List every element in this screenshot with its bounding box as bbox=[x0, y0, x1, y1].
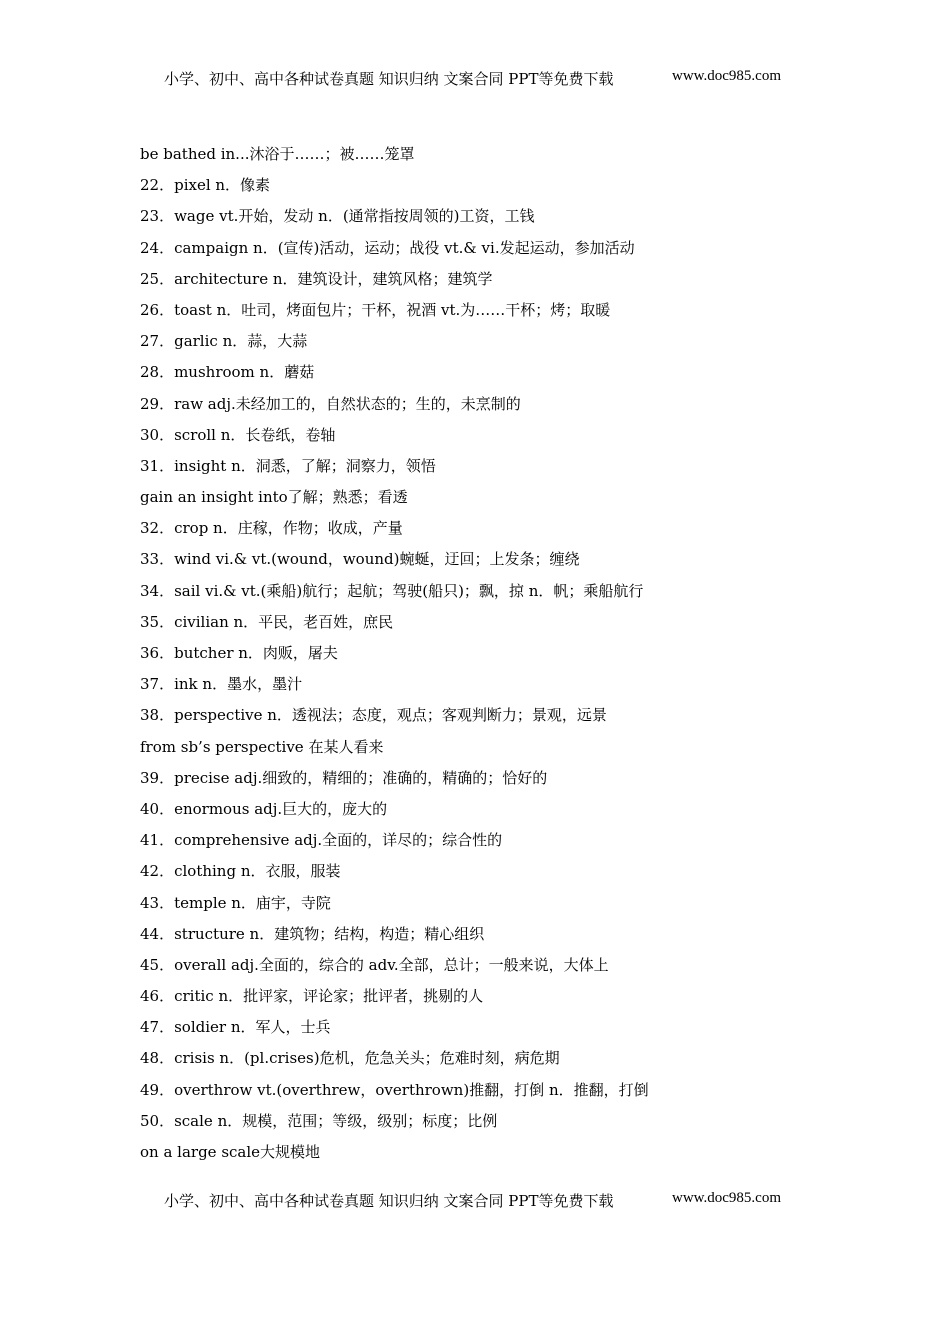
vocab-line: 28．mushroom n．蘑菇 bbox=[140, 363, 315, 382]
vocab-line: 37．ink n．墨水，墨汁 bbox=[140, 675, 303, 694]
vocabulary-list bbox=[140, 141, 840, 1170]
vocab-line: 30．scroll n．长卷纸，卷轴 bbox=[140, 425, 336, 444]
vocab-line: 47．soldier n．军人，士兵 bbox=[140, 1018, 331, 1037]
vocab-line: gain an insight into了解；熟悉；看透 bbox=[140, 488, 408, 507]
vocab-line: 29．raw adj.未经加工的，自然状态的；生的，未烹制的 bbox=[140, 394, 521, 413]
vocab-line: 38．perspective n．透视法；态度，观点；客观判断力；景观，远景 bbox=[140, 706, 607, 725]
vocab-line: 49．overthrow vt.(overthrew，overthrown)推翻，打倒 n．推翻，打倒 bbox=[140, 1080, 649, 1099]
vocab-line: 32．crop n．庄稼，作物；收成，产量 bbox=[140, 519, 403, 538]
vocab-line: 26．toast n．吐司，烤面包片；干杯，祝酒 vt.为……干杯；烤；取暖 bbox=[140, 300, 611, 319]
vocab-line: 23．wage vt.开始，发动 n．(通常指按周领的)工资，工钱 bbox=[140, 207, 535, 226]
vocab-line: 42．clothing n．衣服，服装 bbox=[140, 862, 341, 881]
vocab-line: 33．wind vi.& vt.(wound，wound)蜿蜒，迂回；上发条；缠绕 bbox=[140, 550, 580, 569]
vocab-line: 43．temple n．庙宇，寺院 bbox=[140, 893, 331, 912]
vocab-line: 48．crisis n．(pl.crises)危机，危急关头；危难时刻，病危期 bbox=[140, 1049, 560, 1068]
vocab-line: 39．precise adj.细致的，精细的；准确的，精确的；恰好的 bbox=[140, 768, 548, 787]
vocab-line: 36．butcher n．肉贩，屠夫 bbox=[140, 644, 338, 662]
footer-text: 小学、初中、高中各种试卷真题 知识归纳 文案合同 PPT等免费下载 bbox=[164, 1192, 614, 1210]
vocab-line: 24．campaign n．(宣传)活动，运动；战役 vt.& vi.发起运动，参加活动 bbox=[140, 238, 635, 257]
vocab-line: 44．structure n．建筑物；结构，构造；精心组织 bbox=[140, 924, 485, 943]
vocab-line: 25．architecture n．建筑设计，建筑风格；建筑学 bbox=[140, 269, 493, 288]
vocab-line: 40．enormous adj.巨大的，庞大的 bbox=[140, 799, 388, 818]
vocab-line: on a large scale大规模地 bbox=[140, 1143, 321, 1161]
vocab-line: 50．scale n．规模，范围；等级，级别；标度；比例 bbox=[140, 1111, 498, 1130]
vocab-line: 22．pixel n．像素 bbox=[140, 176, 271, 195]
footer-url: www.doc985.com bbox=[672, 1190, 782, 1206]
header-url: www.doc985.com bbox=[672, 68, 782, 84]
vocab-line: from sb’s perspective 在某人看来 bbox=[140, 737, 384, 756]
header-text: 小学、初中、高中各种试卷真题 知识归纳 文案合同 PPT等免费下载 bbox=[164, 70, 614, 88]
vocab-line: 35．civilian n．平民，老百姓，庶民 bbox=[140, 612, 394, 631]
vocab-line: 45．overall adj.全面的，综合的 adv.全部，总计；一般来说，大体上 bbox=[140, 955, 609, 974]
vocab-line: 46．critic n．批评家，评论家；批评者，挑剔的人 bbox=[140, 987, 484, 1006]
vocab-line: 27．garlic n．蒜，大蒜 bbox=[140, 332, 308, 351]
vocab-line: 34．sail vi.& vt.(乘船)航行；起航；驾驶(船只)；飘，掠 n．帆；乘船航行 bbox=[140, 581, 644, 600]
vocab-line: be bathed in...沐浴于……；被……笼罩 bbox=[140, 145, 415, 163]
vocab-line: 41．comprehensive adj.全面的，详尽的；综合性的 bbox=[140, 831, 503, 850]
vocab-line: 31．insight n．洞悉，了解；洞察力，领悟 bbox=[140, 456, 436, 475]
